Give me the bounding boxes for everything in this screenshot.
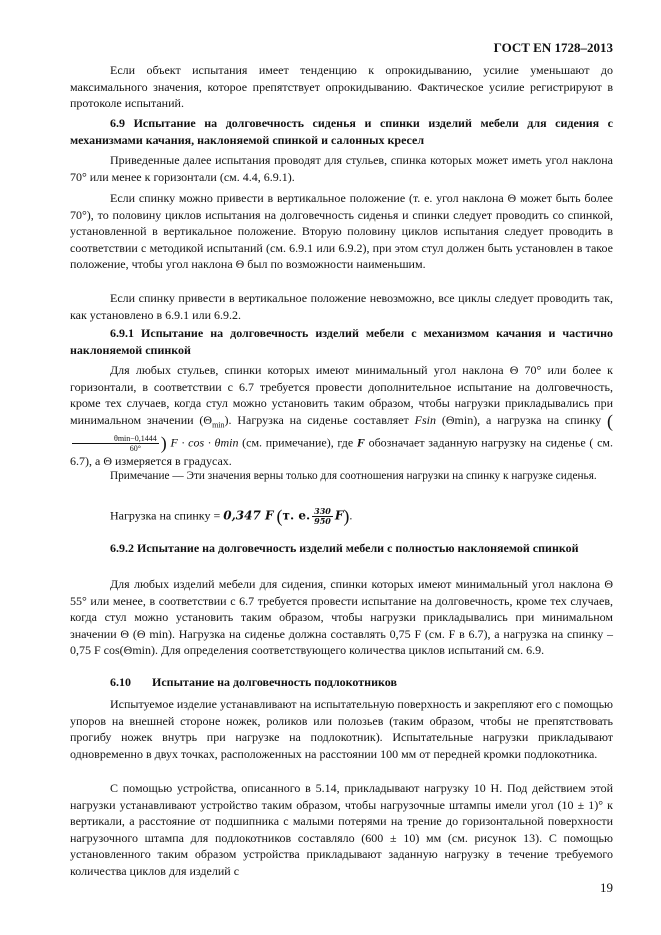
document-header: ГОСТ EN 1728–2013 xyxy=(493,40,613,55)
paragraph: Если спинку привести в вертикальное положение невозможно, все циклы следует проводить так, как установлено в 6.9.1 или 6.9.2. xyxy=(70,291,613,322)
section-number: 6.9 xyxy=(110,116,125,130)
page-number: 19 xyxy=(600,880,613,895)
section-number: 6.9.2 xyxy=(110,541,134,555)
note-label: Примечание xyxy=(110,470,170,482)
section-heading-6-10 xyxy=(70,674,613,691)
paragraph: Если спинку можно привести в вертикальное положение (т. е. угол наклона Θ может быть более 70°), то половину циклов испытания на долговечность сиденья и спинки следует проводить со спинкой, установленной в вертикальное положение. Вторую половину циклов испытания следует проводить в соответствии с методикой испытаний (см. 6.9.1 или 6.9.2), при этом стул должен быть установлен в такое положение, чтобы угол наклона Θ был по возможности наименьшим. xyxy=(70,191,613,272)
section-title: Испытание на долговечность изделий мебели с механизмом качания и частично наклоняемой спинкой xyxy=(70,326,614,357)
section-number: 6.9.1 xyxy=(110,326,134,340)
note xyxy=(70,468,613,485)
paragraph: Испытуемое изделие устанавливают на испытательную поверхность и закрепляют его с помощью упоров на внешней стороне ножек, роликов или полозьев (таким образом, чтобы не препятствовать прогибу ножек внутрь при нагрузке на подлокотник). Испытательные нагрузки прикладывают одновременно в двух точках, расположенных на расстоянии 100 мм от передней кромки подлокотника. xyxy=(70,697,613,761)
formula-fsin: Fsin xyxy=(414,412,436,427)
section-heading-6-9-1 xyxy=(70,325,613,358)
section-title: Испытание на долговечность изделий мебели с полностью наклоняемой спинкой xyxy=(137,541,579,555)
note-formula: Нагрузка на спинку = 0,347 F (т. е. $\frac{330}{950}$ F). xyxy=(110,506,353,526)
paragraph: Если объект испытания имеет тенденцию к опрокидыванию, усилие уменьшают до максимального значения, которое препятствует опрокидыванию. Фактическое усилие регистрируют в протоколе испытаний. xyxy=(70,63,613,111)
paragraph: С помощью устройства, описанного в 5.14, прикладывают нагрузку 10 Н. Под действием этой нагрузки устанавливают устройство таким образом, чтобы нагрузочные штампы имели угол (10 ± 1)° к вертикали, а расстояние от подшипника с малыми потерями на трение до горизонтальной поверхности нагрузочного штампа для подлокотников составляло (600 ± 10) мм (см. рисунок 13). С помощью установленного таким образом устройства прикладывают заданную нагрузку в течение требуемого количества циклов для изделий с xyxy=(70,781,613,878)
note-fraction: $\frac{330}{950}$ xyxy=(314,506,331,526)
formula-expression: F · cos · θmin xyxy=(170,435,239,450)
paragraph: Приведенные далее испытания проводят для стульев, спинка которых может иметь угол наклона 70° или менее к горизонтали (см. 4.4, 6.9.1). xyxy=(70,153,613,184)
note-text: — Эти значения верны только для соотношения нагрузки на спинку к нагрузке сиденья. xyxy=(172,470,597,482)
section-heading-6-9 xyxy=(70,115,613,148)
section-heading-6-9-2 xyxy=(70,540,613,557)
inline-fraction: $\frac{\theta\min-0,1444}{60^\circ}$ xyxy=(72,434,159,453)
section-title: Испытание на долговечность сиденья и спинки изделий мебели для сидения с механизмами качания, наклоняемой спинкой и салонных кресел xyxy=(70,116,614,147)
paragraph: Для любых изделий мебели для сидения, спинки которых имеют минимальный угол наклона Θ 55° или менее, в соответствии с 6.7 требуется провести испытание на долговечность, кроме тех случаев, когда стул можно установить таким образом, чтобы нагрузки прикладывались при минимальном значении Θ (Θ min). Нагрузка на сиденье должна составлять 0,75 F (см. F в 6.7), а нагрузка на спинку – 0,75 F cos(Θmin). Для определения соответствующего количества циклов испытаний см. 6.9. xyxy=(70,577,613,658)
paragraph-with-formula: Для любых стульев, спинки которых имеют минимальный угол наклона Θ 70° или более к горизонтали, в соответствии с 6.7 требуется провести дополнительное испытание на долговечность, кроме тех случаев, когда стул можно установить таким образом, чтобы нагрузки прикладывались при минимальном значении $(\Theta_{min})$. Нагрузка на сиденье составляет Fsin (Θmin), а нагрузка на спинку ( $\frac{\theta\min-0,1444}{60^\circ}$ ) F · cos · θmin (см. примечание), где F обозначает заданную нагрузку на сиденье ( см. 6.7), а Θ измеряется в градусах. xyxy=(70,363,614,468)
section-number: 6.10 xyxy=(110,675,131,689)
section-title: Испытание на долговечность подлокотников xyxy=(152,675,397,689)
